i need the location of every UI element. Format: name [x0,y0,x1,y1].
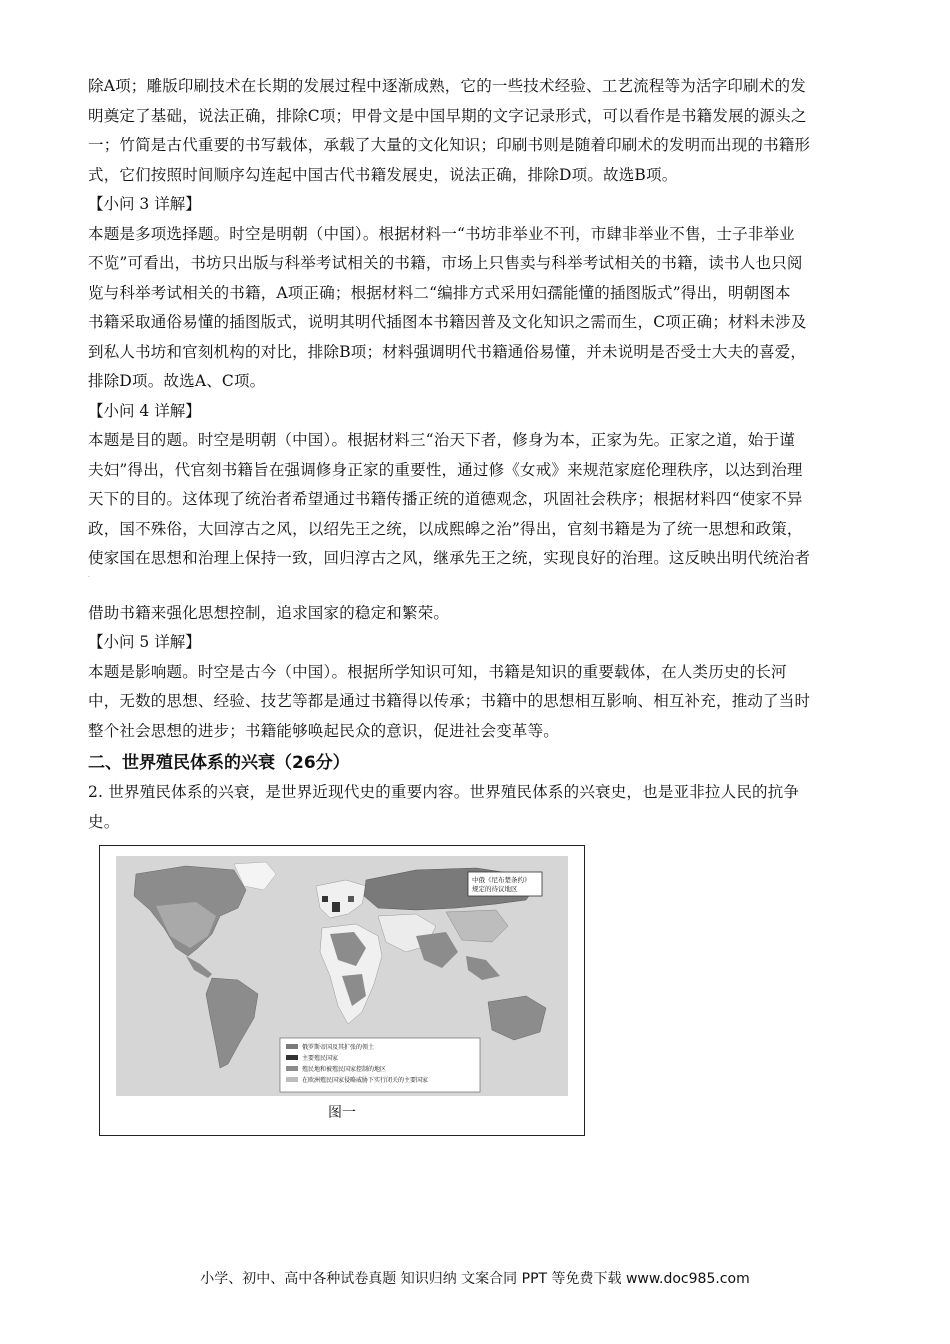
q3-answer [88,220,868,397]
text-line: 本题是目的题。时空是明朝（中国）。根据材料三“治天下者，修身为本，正家为先。正家之道，始于谨 [88,431,795,449]
q4-answer [88,426,868,574]
text-line: 使家国在思想和治理上保持一致，回归淳古之风，继承先王之统，实现良好的治理。这反映出明代统治者 [88,549,811,567]
legend-entry: 俄罗斯帝国及其扩张的领土 [302,1044,375,1051]
page-gap [88,574,868,599]
text-line: 书籍采取通俗易懂的插图版式，说明其明代插图本书籍因普及文化知识之需而生，C项正确；材料未涉及 [88,313,807,331]
scan-artifact: · [88,574,90,581]
text-line: 借助书籍来强化思想控制，追求国家的稳定和繁荣。 [88,603,450,622]
q5-header: 【小问 5 详解】 [88,633,201,651]
text-line: 排除D项。故选A、C项。 [88,372,266,390]
text-line: 览与科举考试相关的书籍，A项正确；根据材料二“编排方式采用妇孺能懂的插图版式”得出，明朝图本 [88,283,791,302]
legend-entry: 殖民地和被殖民国家控制的地区 [302,1066,387,1073]
callout-line: 规定的待议地区 [472,885,518,893]
text-line: 除A项；雕版印刷技术在长期的发展过程中逐渐成熟，它的一些技术经验、工艺流程等为活字印刷术的发 [88,77,806,95]
figure-caption: 图一 [328,1105,356,1121]
section-title: 二、世界殖民体系的兴衰（26分） [88,753,350,773]
page-footer: 小学、初中、高中各种试卷真题 知识归纳 文案合同 PPT 等免费下载 www.doc985.com [200,1271,750,1287]
q5-answer [88,658,868,747]
document-body [88,72,868,837]
text-line: 2. 世界殖民体系的兴衰，是世界近现代史的重要内容。世界殖民体系的兴衰史，也是亚非拉人民的抗争 [88,783,800,801]
q3-header: 【小问 3 详解】 [88,195,201,213]
text-line: 中，无数的思想、经验、技艺等都是通过书籍得以传承；书籍中的思想相互影响、相互补充，推动了当时 [88,692,811,710]
question-2-stem [88,778,868,837]
text-line: 史。 [88,812,120,831]
q4-header: 【小问 4 详解】 [88,401,201,420]
text-line: 天下的目的。这体现了统治者希望通过书籍传播正统的道德观念，巩固社会秩序；根据材料四“使家不异 [88,490,803,508]
text-line: 政，国不殊俗，大回淳古之风，以绍先王之统，以成熙皞之治”得出，官刻书籍是为了统一思想和政策， [88,519,803,538]
world-map [116,856,568,1096]
text-line: 本题是多项选择题。时空是明朝（中国）。根据材料一“书坊非举业不刊，市肆非举业不售，士子非举业 [88,224,795,243]
text-line: 到私人书坊和官刻机构的对比，排除B项；材料强调明代书籍通俗易懂，并未说明是否受士大夫的喜爱， [88,342,807,361]
text-line: 夫妇”得出，代官刻书籍旨在强调修身正家的重要性，通过修《女戒》来规范家庭伦理秩序，以达到治理 [88,460,803,479]
text-line: 一；竹简是古代重要的书写载体，承载了大量的文化知识；印刷书则是随着印刷术的发明而出现的书籍形 [88,136,811,154]
legend-entry: 在欧洲殖民国家侵略威胁下实行闭关的主要国家 [302,1077,429,1084]
figure-1 [99,845,585,1136]
text-line: 式，它们按照时间顺序勾连起中国古代书籍发展史，说法正确，排除D项。故选B项。 [88,165,678,184]
answer-part-1 [88,72,868,190]
text-line: 不览”可看出，书坊只出版与科举考试相关的书籍，市场上只售卖与科举考试相关的书籍，读书人也只阅 [88,254,803,272]
legend-entry: 主要殖民国家 [302,1055,339,1062]
text-line: 明奠定了基础，说法正确，排除C项；甲骨文是中国早期的文字记录形式，可以看作是书籍发展的源头之 [88,106,807,125]
text-line: 整个社会思想的进步；书籍能够唤起民众的意识，促进社会变革等。 [88,721,560,740]
text-line: 本题是影响题。时空是古今（中国）。根据所学知识可知，书籍是知识的重要载体，在人类历史的长河 [88,662,787,681]
callout-line: 中俄《尼布楚条约》 [472,876,531,884]
